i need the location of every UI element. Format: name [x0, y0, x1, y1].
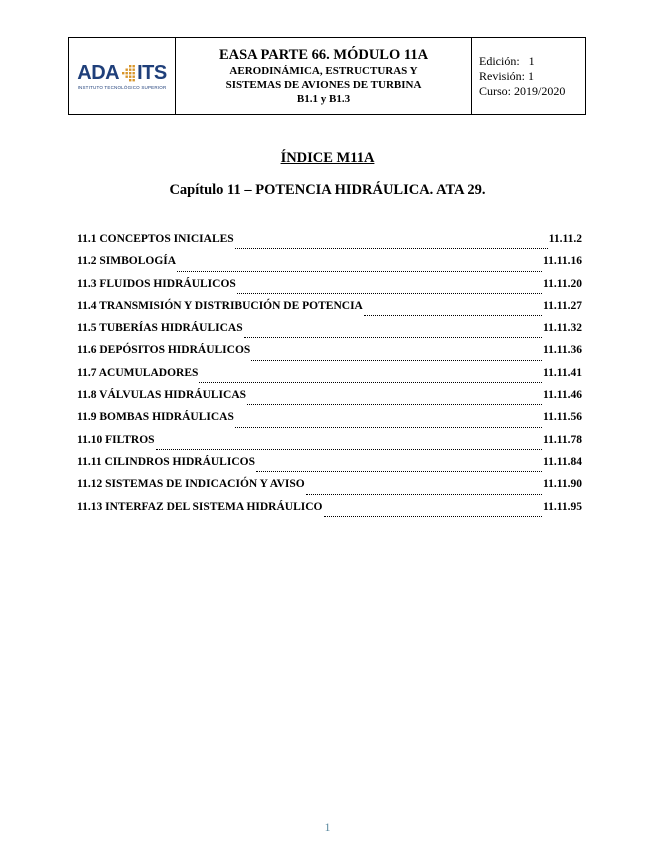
module-subtitle-1: AERODINÁMICA, ESTRUCTURAS Y: [229, 64, 418, 77]
toc-dot-leader: [235, 239, 548, 249]
toc-entry-page: 11.11.41: [543, 366, 582, 379]
toc-entry-label: 11.3 FLUIDOS HIDRÁULICOS: [77, 277, 236, 290]
logo-brand-right: ITS: [137, 61, 167, 84]
toc-entry-page: 11.11.84: [543, 455, 582, 468]
toc-entry-page: 11.11.32: [543, 322, 582, 335]
toc-entry[interactable]: [77, 367, 582, 389]
module-title: EASA PARTE 66. MÓDULO 11A: [218, 46, 429, 63]
header-title-cell: [176, 38, 472, 114]
toc-entry-page: 11.11.2: [548, 233, 582, 245]
module-subtitle-2: SISTEMAS DE AVIONES DE TURBINA: [225, 78, 422, 91]
toc-entry-label: 11.11 CILINDROS HIDRÁULICOS: [77, 455, 255, 468]
module-subtitle-3: B1.1 y B1.3: [296, 92, 351, 105]
logo-brand-left: ADA: [77, 61, 120, 84]
toc-entry[interactable]: [77, 478, 582, 500]
toc-entry[interactable]: [77, 278, 582, 300]
toc-dot-leader: [237, 284, 542, 294]
toc-entry-page: 11.11.16: [543, 255, 582, 268]
toc-dot-leader: [156, 440, 542, 450]
course-text: Curso: 2019/2020: [479, 83, 566, 98]
toc-entry[interactable]: [77, 411, 582, 433]
toc-entry[interactable]: [77, 344, 582, 366]
toc-entry-page: 11.11.78: [543, 433, 582, 446]
logo-cell: [69, 38, 176, 114]
toc-entry-label: 11.9 BOMBAS HIDRÁULICAS: [77, 411, 234, 424]
toc-dot-leader: [251, 351, 542, 361]
toc-dot-leader: [244, 328, 542, 338]
revision-text: Revisión: 1: [479, 68, 535, 83]
toc-entry[interactable]: [77, 322, 582, 344]
toc-entry-label: 11.5 TUBERÍAS HIDRÁULICAS: [77, 322, 243, 335]
toc-entry-page: 11.11.36: [543, 344, 582, 357]
table-of-contents: [77, 233, 582, 523]
toc-entry-label: 11.12 SISTEMAS DE INDICACIÓN Y AVISO: [77, 478, 305, 491]
toc-dot-leader: [256, 462, 542, 472]
toc-dot-leader: [306, 485, 542, 495]
header-info-cell: [472, 38, 585, 114]
toc-entry[interactable]: [77, 255, 582, 277]
toc-entry-page: 11.11.46: [543, 389, 582, 402]
toc-dot-leader: [364, 306, 542, 316]
toc-entry-page: 11.11.27: [543, 299, 582, 312]
toc-entry-page: 11.11.56: [543, 411, 582, 424]
toc-dot-leader: [199, 373, 542, 383]
index-title: ÍNDICE M11A: [280, 150, 375, 166]
toc-entry[interactable]: [77, 233, 582, 255]
toc-entry-page: 11.11.20: [543, 277, 582, 290]
toc-dot-leader: [235, 418, 542, 428]
toc-dot-leader: [324, 507, 543, 517]
toc-entry-label: 11.7 ACUMULADORES: [77, 366, 199, 379]
toc-entry-page: 11.11.95: [543, 500, 582, 513]
logo-tagline: INSTITUTO TECNOLÓGICO SUPERIOR: [77, 84, 167, 90]
toc-entry-label: 11.4 TRANSMISIÓN Y DISTRIBUCIÓN DE POTENCIA: [77, 299, 363, 312]
logo-mark-icon: [120, 64, 136, 82]
toc-entry-label: 11.1 CONCEPTOS INICIALES: [77, 233, 234, 245]
toc-entry[interactable]: [77, 434, 582, 456]
page-number: 1: [324, 820, 331, 834]
toc-dot-leader: [247, 395, 542, 405]
toc-entry[interactable]: [77, 456, 582, 478]
toc-entry-label: 11.2 SIMBOLOGÍA: [77, 255, 177, 268]
toc-entry-label: 11.13 INTERFAZ DEL SISTEMA HIDRÁULICO: [77, 500, 323, 513]
toc-entry-page: 11.11.90: [543, 478, 582, 491]
document-header: [68, 37, 586, 115]
chapter-title: Capítulo 11 – POTENCIA HIDRÁULICA. ATA 29.: [169, 182, 486, 198]
toc-dot-leader: [177, 262, 542, 272]
toc-entry-label: 11.8 VÁLVULAS HIDRÁULICAS: [77, 389, 247, 402]
toc-entry[interactable]: [77, 389, 582, 411]
adaits-logo: [77, 63, 166, 83]
toc-entry[interactable]: [77, 501, 582, 523]
edition-text: Edición: 1: [479, 53, 535, 68]
toc-entry-label: 11.6 DEPÓSITOS HIDRÁULICOS: [77, 344, 251, 357]
toc-entry[interactable]: [77, 300, 582, 322]
toc-entry-label: 11.10 FILTROS: [77, 433, 155, 446]
